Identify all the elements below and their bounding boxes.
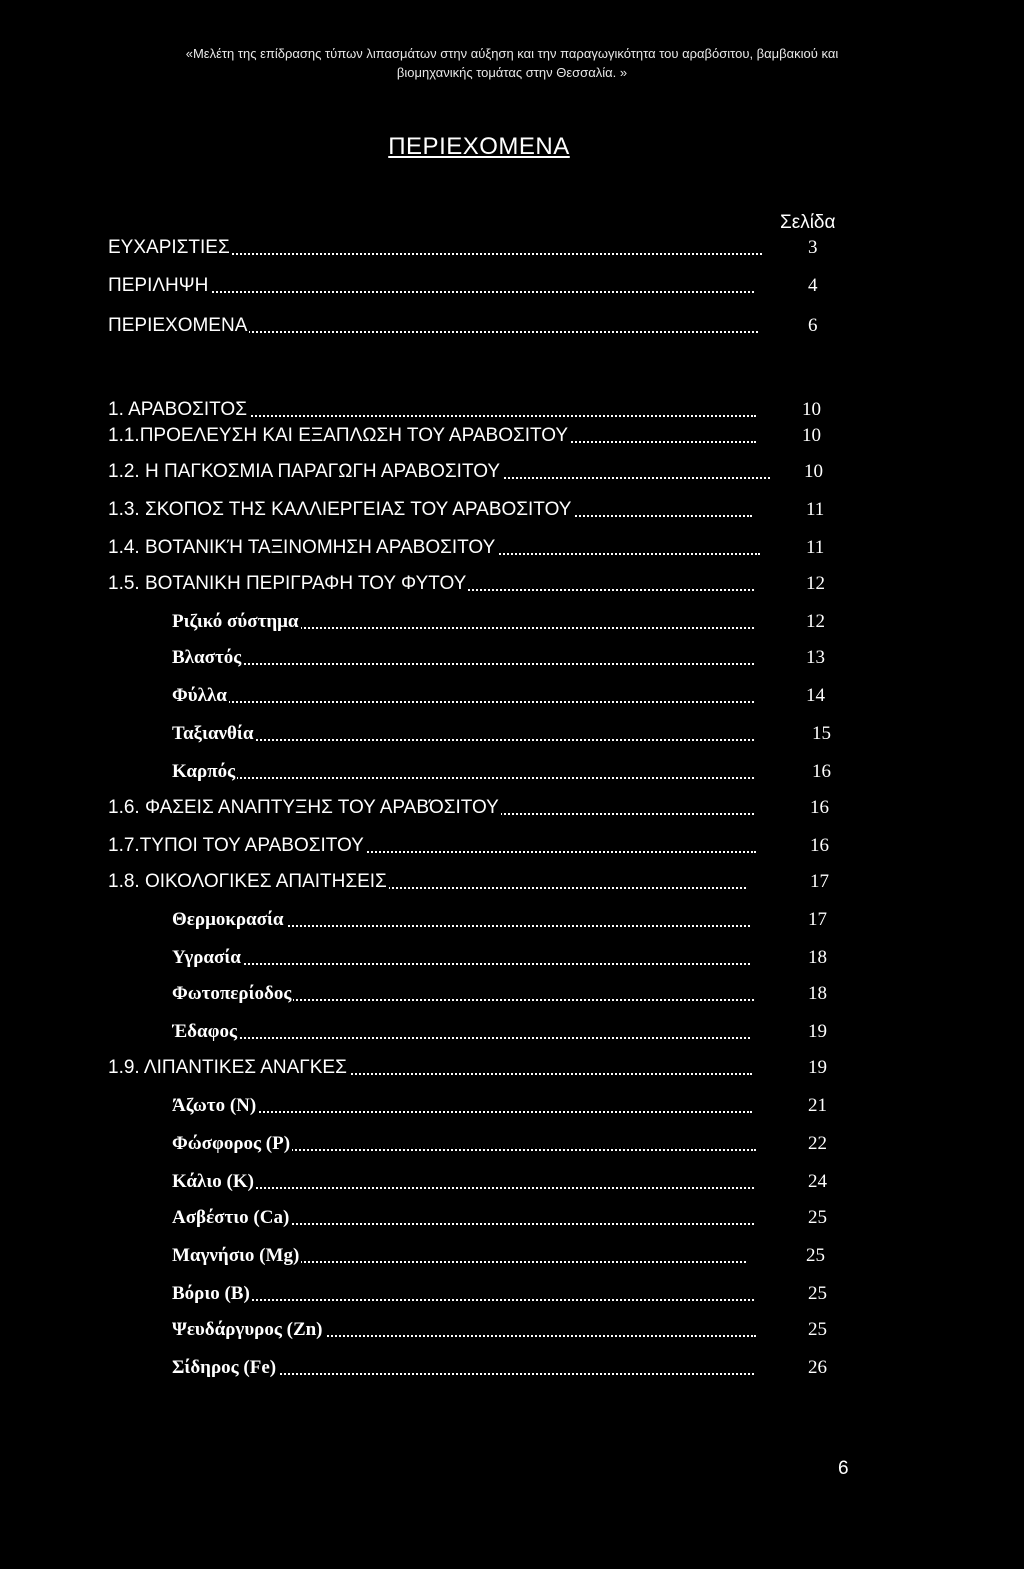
toc-entry-title: 1.9. ΛΙΠΑΝΤΙΚΕΣ ΑΝΑΓΚΕΣ (108, 1057, 347, 1078)
toc-entry (0, 314, 1024, 338)
toc-entry-label (172, 1244, 746, 1268)
toc-entry-page: 11 (806, 537, 825, 558)
page-number: 6 (838, 1458, 849, 1479)
toc-entry-title: Ασβέστιο (Ca) (172, 1207, 290, 1228)
toc-entry (0, 760, 1024, 784)
toc-entry-title: 1.2. Η ΠΑΓΚΟΣΜΙΑ ΠΑΡΑΓΩΓΗ ΑΡΑΒΟΣΙΤΟΥ (108, 461, 501, 482)
toc-entry-label (172, 946, 750, 970)
toc-entry-title: Ταξιανθία (172, 723, 254, 744)
toc-entry-page: 18 (808, 983, 827, 1004)
toc-entry-label (108, 796, 754, 820)
toc-entry (0, 572, 1024, 596)
toc-entry-title: Βλαστός (172, 647, 242, 668)
toc-entry-page: 26 (808, 1357, 827, 1378)
toc-entry-title: 1.6. ΦΑΣΕΙΣ ΑΝΑΠΤΥΞΗΣ ΤΟΥ ΑΡΑΒΌΣΙΤΟΥ (108, 797, 499, 818)
toc-entry-label (108, 834, 756, 858)
toc-entry (0, 1244, 1024, 1268)
toc-entry-title: Μαγνήσιο (Mg) (172, 1245, 300, 1266)
toc-entry-page: 12 (806, 573, 825, 594)
toc-entry-page: 24 (808, 1171, 827, 1192)
toc-entry (0, 498, 1024, 522)
toc-entry-page: 15 (812, 723, 831, 744)
toc-entry-label (172, 1356, 754, 1380)
toc-entry-page: 21 (808, 1095, 827, 1116)
toc-entry-label (108, 460, 770, 484)
toc-entry-page: 16 (812, 761, 831, 782)
toc-entry (0, 646, 1024, 670)
toc-entry-page: 10 (802, 425, 821, 446)
toc-entry-page: 22 (808, 1133, 827, 1154)
toc-entry-label (172, 1132, 756, 1156)
toc-entry-page: 19 (808, 1057, 827, 1078)
toc-entry (0, 1356, 1024, 1380)
toc-entry (0, 834, 1024, 858)
toc-entry-title: Φωτοπερίοδος (172, 983, 292, 1004)
toc-entry-page: 12 (806, 611, 825, 632)
toc-entry-page: 13 (806, 647, 825, 668)
toc-entry-label (172, 1318, 756, 1342)
toc-entry-label (108, 536, 760, 560)
toc-entry (0, 236, 1024, 260)
toc-entry-title: Έδαφος (172, 1021, 238, 1042)
toc-entry (0, 1020, 1024, 1044)
toc-entry (0, 398, 1024, 422)
toc-entry (0, 460, 1024, 484)
toc-entry-label (172, 684, 754, 708)
toc-entry (0, 982, 1024, 1006)
toc-entry-title: Ριζικό σύστημα (172, 611, 299, 632)
toc-entry-label (108, 314, 758, 338)
toc-entry-label (108, 498, 752, 522)
toc-entry-title: 1.1.ΠΡΟΕΛΕΥΣΗ ΚΑΙ ΕΞΑΠΛΩΣΗ ΤΟΥ ΑΡΑΒΟΣΙΤΟΥ (108, 425, 569, 446)
header-line-2: βιομηχανικής τομάτας στην Θεσσαλία. » (396, 65, 628, 80)
toc-entry-title: Υγρασία (172, 947, 241, 968)
page-column-label: Σελίδα (780, 212, 836, 233)
toc-entry (0, 946, 1024, 970)
header-line-1: «Μελέτη της επίδρασης τύπων λιπασμάτων στην αύξηση και την παραγωγικότητα του αραβόσιτου, βαμβακιού και (185, 46, 839, 61)
toc-entry (0, 908, 1024, 932)
toc-entry-page: 6 (808, 315, 818, 336)
toc-entry-label (172, 1206, 754, 1230)
toc-entry-title: ΠΕΡΙΕΧΟΜΕΝΑ (108, 315, 248, 336)
toc-entry-title: 1.4. ΒΟΤΑΝΙΚΉ ΤΑΞΙΝΟΜΗΣΗ ΑΡΑΒΟΣΙΤΟΥ (108, 537, 496, 558)
toc-entry-label (172, 760, 754, 784)
toc-entry-label (108, 236, 762, 260)
toc-entry-title: ΠΕΡΙΛΗΨΗ (108, 275, 209, 296)
page-title: ΠΕΡΙΕΧΟΜΕΝΑ (388, 133, 570, 160)
toc-entry-label (172, 646, 754, 670)
toc-entry-title: ΕΥΧΑΡΙΣΤΙΕΣ (108, 237, 230, 258)
toc-entry-title: 1. ΑΡΑΒΟΣΙΤΟΣ (108, 399, 247, 420)
toc-entry-page: 10 (804, 461, 823, 482)
toc-entry-label (172, 1094, 752, 1118)
toc-entry (0, 1282, 1024, 1306)
toc-entry-label (108, 424, 756, 448)
toc-entry-page: 25 (808, 1207, 827, 1228)
toc-entry-page: 4 (808, 275, 818, 296)
toc-entry-title: 1.3. ΣΚΟΠΟΣ ΤΗΣ ΚΑΛΛΙΕΡΓΕΙΑΣ ΤΟΥ ΑΡΑΒΟΣΙΤΟΥ (108, 499, 572, 520)
toc-entry-title: Κάλιο (Κ) (172, 1171, 254, 1192)
toc-entry-page: 16 (810, 797, 829, 818)
toc-entry (0, 1318, 1024, 1342)
toc-entry (0, 536, 1024, 560)
toc-entry-page: 19 (808, 1021, 827, 1042)
toc-entry (0, 722, 1024, 746)
toc-entry-label (108, 572, 754, 596)
toc-entry-title: Άζωτο (Ν) (172, 1095, 257, 1116)
toc-entry-page: 16 (810, 835, 829, 856)
toc-entry-title: Φύλλα (172, 685, 227, 706)
toc-entry-title: 1.7.ΤΥΠΟΙ ΤΟΥ ΑΡΑΒΟΣΙΤΟΥ (108, 835, 364, 856)
toc-entry-page: 17 (810, 871, 829, 892)
toc-entry-page: 25 (808, 1283, 827, 1304)
toc-entry-label (172, 722, 754, 746)
toc-entry-label (108, 398, 756, 422)
toc-entry (0, 1094, 1024, 1118)
toc-entry (0, 1132, 1024, 1156)
toc-entry (0, 610, 1024, 634)
toc-entry-label (108, 274, 754, 298)
toc-entry-page: 18 (808, 947, 827, 968)
toc-entry-label (108, 870, 746, 894)
toc-entry-title: Σίδηρος (Fe) (172, 1357, 277, 1378)
toc-entry-label (108, 1056, 752, 1080)
toc-entry-page: 11 (806, 499, 825, 520)
toc-entry (0, 1206, 1024, 1230)
toc-entry-label (172, 1282, 754, 1306)
toc-entry-title: Φώσφορος (Ρ) (172, 1133, 291, 1154)
toc-entry (0, 870, 1024, 894)
toc-entry-title: Θερμοκρασία (172, 909, 284, 930)
toc-entry-title: 1.8. ΟΙΚΟΛΟΓΙΚΕΣ ΑΠΑΙΤΗΣΕΙΣ (108, 871, 387, 892)
toc-entry-title: Καρπός (172, 761, 236, 782)
toc-entry-title: Ψευδάργυρος (Zn) (172, 1319, 323, 1340)
toc-entry-page: 17 (808, 909, 827, 930)
toc-entry-page: 10 (802, 399, 821, 420)
toc-entry (0, 1170, 1024, 1194)
toc-entry-title: Βόριο (Β) (172, 1283, 250, 1304)
running-header (60, 44, 964, 82)
toc-entry-page: 25 (806, 1245, 825, 1266)
toc-entry (0, 1056, 1024, 1080)
toc-entry-page: 14 (806, 685, 825, 706)
toc-entry-page: 3 (808, 237, 818, 258)
toc-entry-page: 25 (808, 1319, 827, 1340)
toc-entry (0, 684, 1024, 708)
toc-entry-label (172, 1170, 754, 1194)
toc-entry-label (172, 1020, 750, 1044)
toc-entry-label (172, 982, 754, 1006)
toc-entry-title: 1.5. ΒΟΤΑΝΙΚΗ ΠΕΡΙΓΡΑΦΗ ΤΟΥ ΦΥΤΟΥ (108, 573, 467, 594)
toc-entry-label (172, 610, 754, 634)
toc-entry-label (172, 908, 750, 932)
toc-entry (0, 274, 1024, 298)
toc-entry (0, 796, 1024, 820)
toc-entry (0, 424, 1024, 448)
